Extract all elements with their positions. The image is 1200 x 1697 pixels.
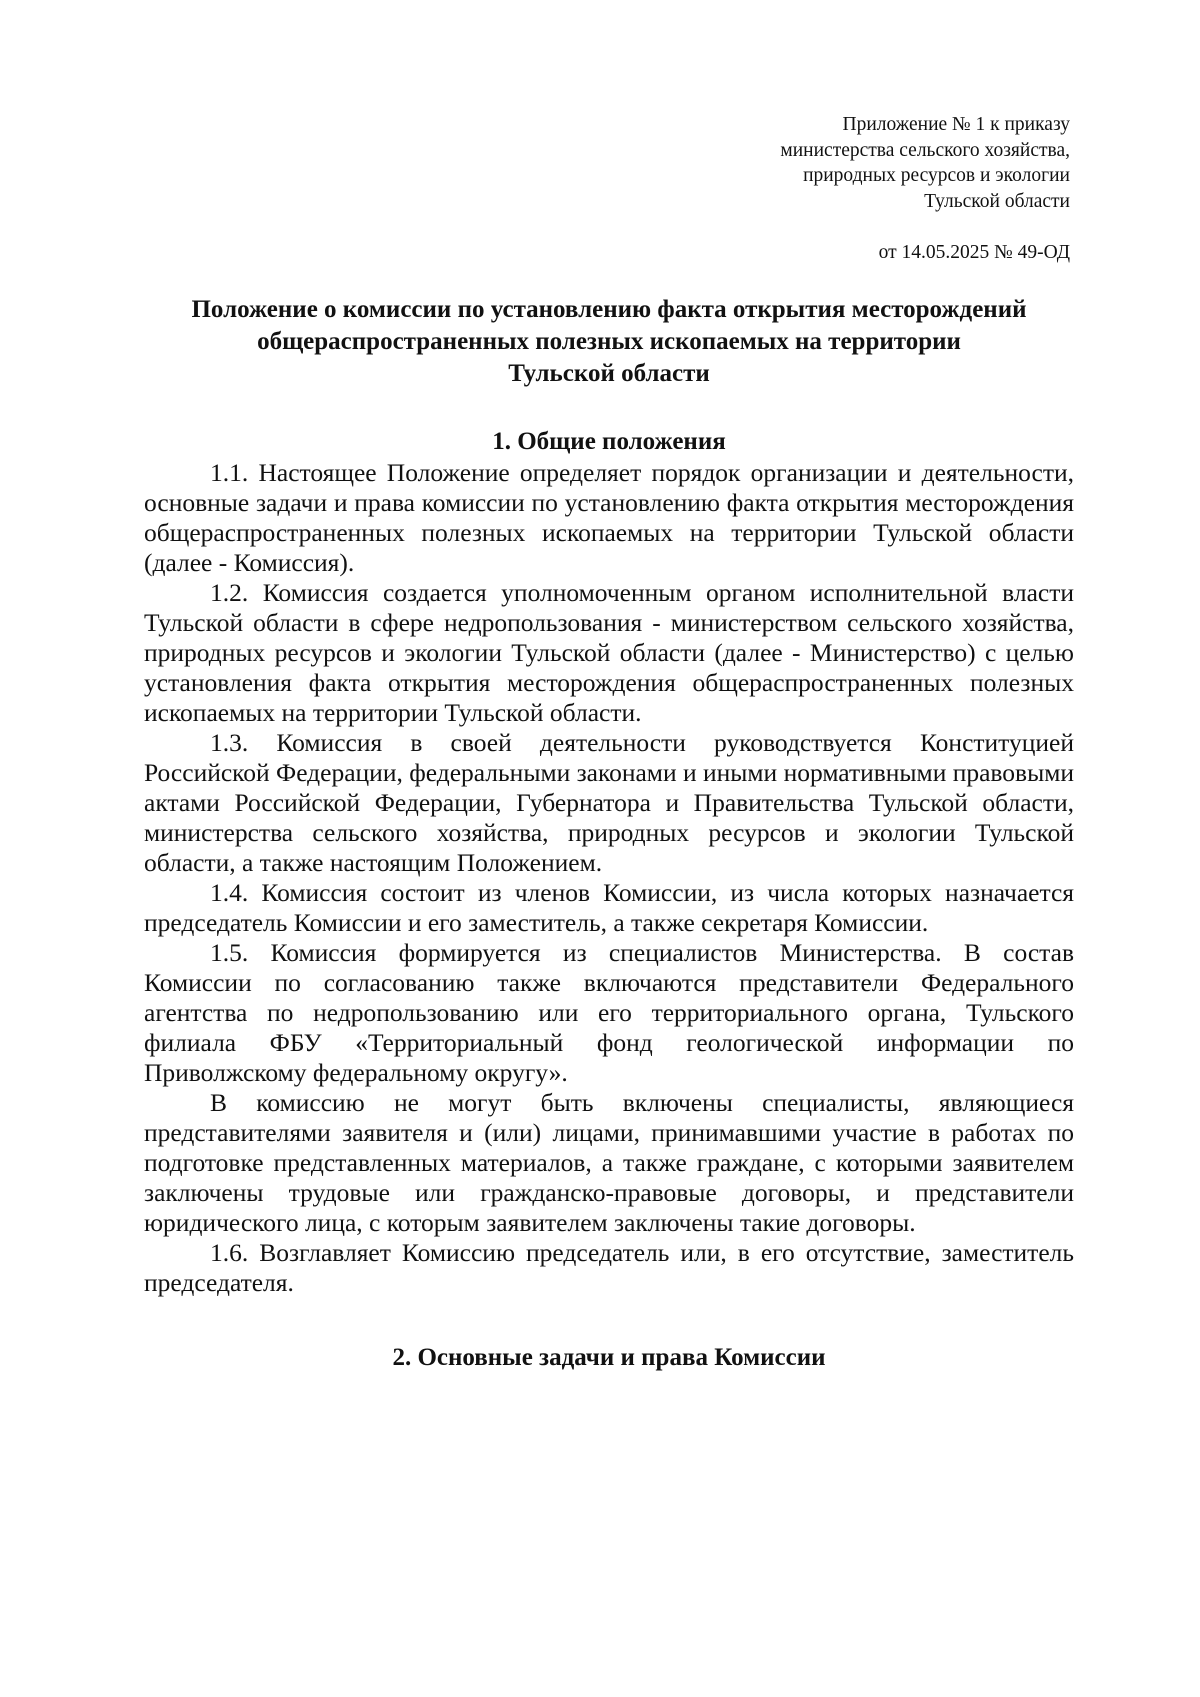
annex-line: Тульской области [924,190,1070,212]
section-heading: 2. Основные задачи и права Комиссии [392,1344,826,1371]
paragraph: В комиссию не могут быть включены специалисты, являющиеся представителями заявителя и (или) лицами, принимавшими участие в работах по подготовке представленных материалов, а также граждане, с которыми заявителем заключены трудовые или гражданско-правовые договоры, и представители юридического лица, с которым заявителем заключены такие договоры. [144,1088,1074,1237]
paragraph: 1.1. Настоящее Положение определяет порядок организации и деятельности, основные задачи и права комиссии по установлению факта открытия месторождения общераспространенных полезных ископаемых на территории Тульской области (далее - Комиссия). [144,458,1074,577]
title-line: общераспространенных полезных ископаемых на территории [257,328,961,355]
paragraph: 1.4. Комиссия состоит из членов Комиссии, из числа которых назначается председатель Комиссии и его заместитель, а также секретаря Комиссии. [144,878,1074,937]
section-heading: 1. Общие положения [492,428,726,455]
paragraph: 1.3. Комиссия в своей деятельности руководствуется Конституцией Российской Федерации, федеральными законами и иными нормативными правовыми актами Российской Федерации, Губернатора и Правительства Тульской области, министерства сельского хозяйства, природных ресурсов и экологии Тульской области, а также настоящим Положением. [144,728,1075,877]
annex-block [144,112,1074,214]
paragraph: 1.2. Комиссия создается уполномоченным органом исполнительной власти Тульской области в сфере недропользования - министерством сельского хозяйства, природных ресурсов и экологии Тульской области (далее - Министерство) с целью установления факта открытия месторождения общераспространенных полезных ископаемых на территории Тульской области. [144,578,1074,727]
annex-line: Приложение № 1 к приказу [842,114,1070,135]
title-line: Положение о комиссии по установлению факта открытия месторождений [191,296,1027,323]
order-reference: от 14.05.2025 № 49-ОД [878,242,1070,263]
annex-line: министерства сельского хозяйства, [780,139,1070,161]
paragraph: 1.6. Возглавляет Комиссию председатель или, в его отсутствие, заместитель председателя. [144,1238,1074,1297]
paragraph: 1.5. Комиссия формируется из специалистов Министерства. В состав Комиссии по согласованию также включаются представители Федерального агентства по недропользованию или его территориального органа, Тульского филиала ФБУ «Территориальный фонд геологической информации по Приволжскому федеральному округу». [144,938,1074,1087]
document-title [144,294,1074,390]
title-line: Тульской области [508,360,710,387]
annex-line: природных ресурсов и экологии [803,165,1070,186]
